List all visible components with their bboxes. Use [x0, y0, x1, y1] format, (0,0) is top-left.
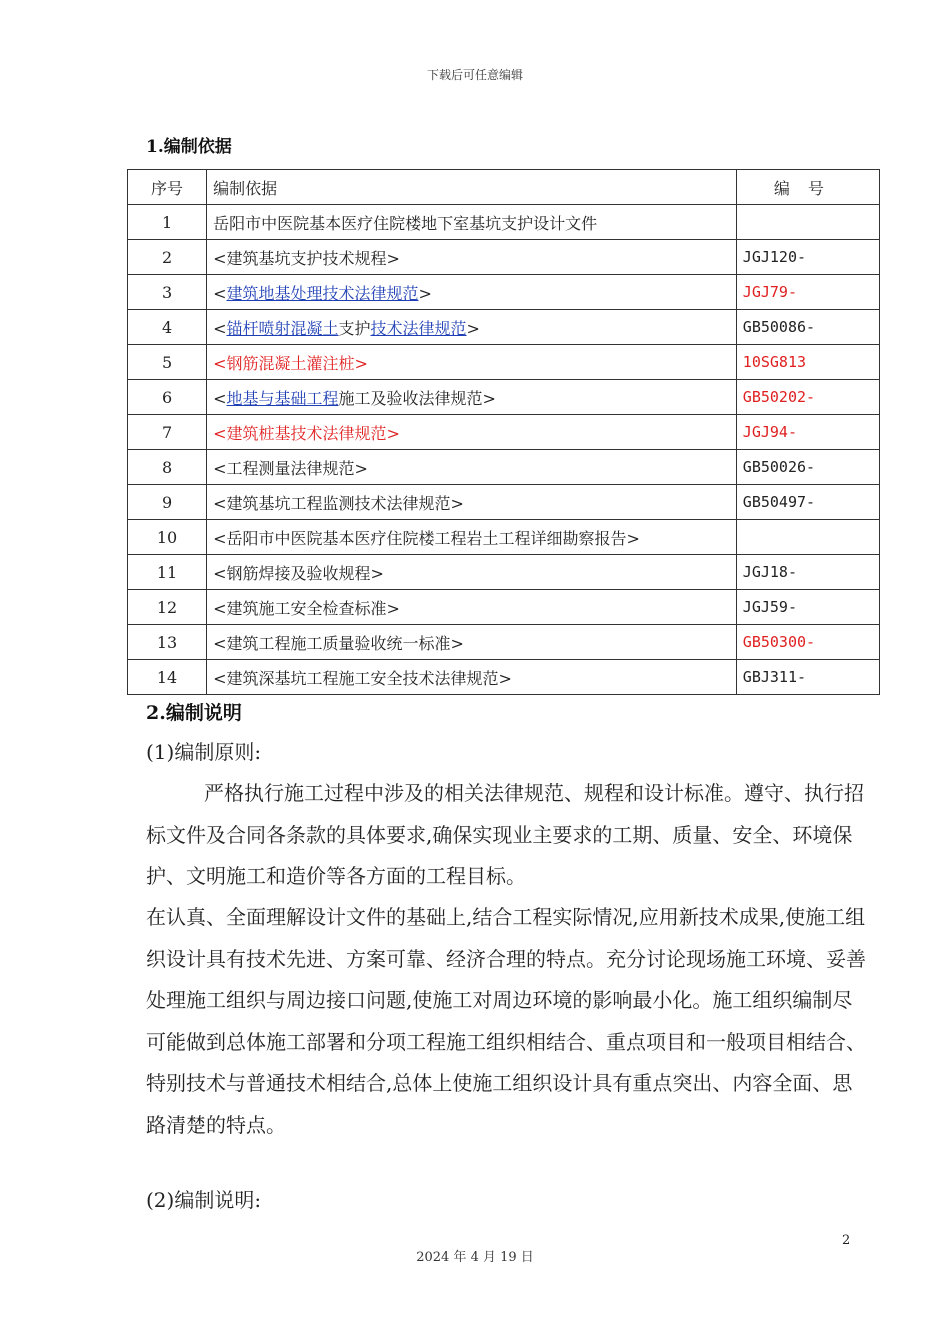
basis-text: <工程测量法律规范>	[213, 458, 368, 478]
row-standard-code: GB50300-	[736, 625, 879, 660]
col-header-code: 编号	[736, 170, 879, 205]
row-basis-name	[207, 450, 737, 485]
table-row	[128, 275, 880, 310]
row-number: 12	[128, 590, 207, 625]
row-number: 9	[128, 485, 207, 520]
row-standard-code: JGJ18-	[736, 555, 879, 590]
basis-text: <建筑施工安全检查标准>	[213, 598, 400, 618]
row-basis-name	[207, 240, 737, 275]
basis-text: <钢筋焊接及验收规程>	[213, 563, 384, 583]
page-header: 下载后可任意编辑	[426, 68, 523, 82]
basis-text: <建筑基坑工程监测技术法律规范>	[213, 493, 464, 513]
row-number: 11	[128, 555, 207, 590]
table-row	[128, 415, 880, 450]
row-basis-name	[207, 660, 737, 695]
row-standard-code: GB50202-	[736, 380, 879, 415]
row-basis-name	[207, 555, 737, 590]
row-basis-name	[207, 310, 737, 345]
col-header-name: 编制依据	[207, 170, 737, 205]
table-row	[128, 555, 880, 590]
subheading-notes: (2)编制说明:	[146, 1188, 262, 1212]
paragraph-principles-2: 在认真、全面理解设计文件的基础上,结合工程实际情况,应用新技术成果,使施工组织设计具有技术先进、方案可靠、经济合理的特点。充分讨论现场施工环境、妥善处理施工组织与周边接口问题,使施工对周边环境的影响最小化。施工组织编制尽可能做到总体施工部署和分项工程施工组织相结合、重点项目和一般项目相结合、特别技术与普通技术相结合,总体上使施工组织设计具有重点突出、内容全面、思路清楚的特点。	[146, 905, 866, 1137]
table-row	[128, 240, 880, 275]
table-row	[128, 520, 880, 555]
table-row	[128, 345, 880, 380]
basis-table	[127, 169, 880, 695]
subheading-principles: (1)编制原则:	[146, 740, 262, 764]
table-row	[128, 310, 880, 345]
basis-text: >	[418, 283, 432, 303]
row-basis-name	[207, 625, 737, 660]
basis-text: <钢筋混凝土灌注桩>	[213, 353, 368, 373]
basis-text: <	[213, 388, 227, 408]
row-basis-name	[207, 205, 737, 240]
basis-text: <	[213, 283, 227, 303]
row-number: 7	[128, 415, 207, 450]
table-row	[128, 625, 880, 660]
row-standard-code	[736, 520, 879, 555]
basis-text: 施工及验收法律规范>	[338, 388, 496, 408]
table-row	[128, 660, 880, 695]
basis-text: >	[466, 318, 480, 338]
row-standard-code: JGJ94-	[736, 415, 879, 450]
row-standard-code: GB50086-	[736, 310, 879, 345]
reference-link[interactable]: 建筑地基处理技术法律规范	[226, 283, 419, 303]
row-number: 10	[128, 520, 207, 555]
paragraph-principles-1: 严格执行施工过程中涉及的相关法律规范、规程和设计标准。遵守、执行招标文件及合同各条款的具体要求,确保实现业主要求的工期、质量、安全、环境保护、文明施工和造价等各方面的工程目标。	[146, 781, 864, 888]
reference-link[interactable]: 地基与基础工程	[226, 388, 339, 408]
reference-link[interactable]: 锚杆喷射混凝土	[226, 318, 339, 338]
table-row	[128, 485, 880, 520]
section2-title: 2.编制说明	[146, 702, 242, 724]
section1-title: 1.编制依据	[146, 137, 232, 157]
basis-text: <	[213, 318, 227, 338]
row-basis-name	[207, 415, 737, 450]
basis-text: <岳阳市中医院基本医疗住院楼工程岩土工程详细勘察报告>	[213, 528, 640, 548]
table-row	[128, 450, 880, 485]
row-basis-name	[207, 275, 737, 310]
row-basis-name	[207, 485, 737, 520]
row-basis-name	[207, 380, 737, 415]
row-basis-name	[207, 590, 737, 625]
row-number: 4	[128, 310, 207, 345]
row-standard-code: GB50497-	[736, 485, 879, 520]
row-number: 5	[128, 345, 207, 380]
table-row	[128, 380, 880, 415]
row-number: 6	[128, 380, 207, 415]
table-row	[128, 205, 880, 240]
basis-text: 支护	[338, 318, 371, 338]
row-number: 1	[128, 205, 207, 240]
basis-text: <建筑桩基技术法律规范>	[213, 423, 400, 443]
row-standard-code: 10SG813	[736, 345, 879, 380]
row-standard-code	[736, 205, 879, 240]
row-standard-code: GB50026-	[736, 450, 879, 485]
reference-link[interactable]: 技术法律规范	[370, 318, 467, 338]
table-row	[128, 590, 880, 625]
basis-text: <建筑工程施工质量验收统一标准>	[213, 633, 464, 653]
table-header-row	[128, 170, 880, 205]
col-header-no: 序号	[128, 170, 207, 205]
row-number: 2	[128, 240, 207, 275]
row-basis-name	[207, 520, 737, 555]
row-standard-code: JGJ59-	[736, 590, 879, 625]
row-number: 8	[128, 450, 207, 485]
row-standard-code: GBJ311-	[736, 660, 879, 695]
row-number: 14	[128, 660, 207, 695]
row-basis-name	[207, 345, 737, 380]
row-number: 3	[128, 275, 207, 310]
page-footer-date: 2024 年 4 月 19 日	[416, 1250, 534, 1265]
basis-text: 岳阳市中医院基本医疗住院楼地下室基坑支护设计文件	[213, 213, 598, 233]
basis-text: <建筑深基坑工程施工安全技术法律规范>	[213, 668, 512, 688]
row-standard-code: JGJ120-	[736, 240, 879, 275]
page-number: 2	[842, 1233, 851, 1248]
basis-text: <建筑基坑支护技术规程>	[213, 248, 400, 268]
row-number: 13	[128, 625, 207, 660]
row-standard-code: JGJ79-	[736, 275, 879, 310]
